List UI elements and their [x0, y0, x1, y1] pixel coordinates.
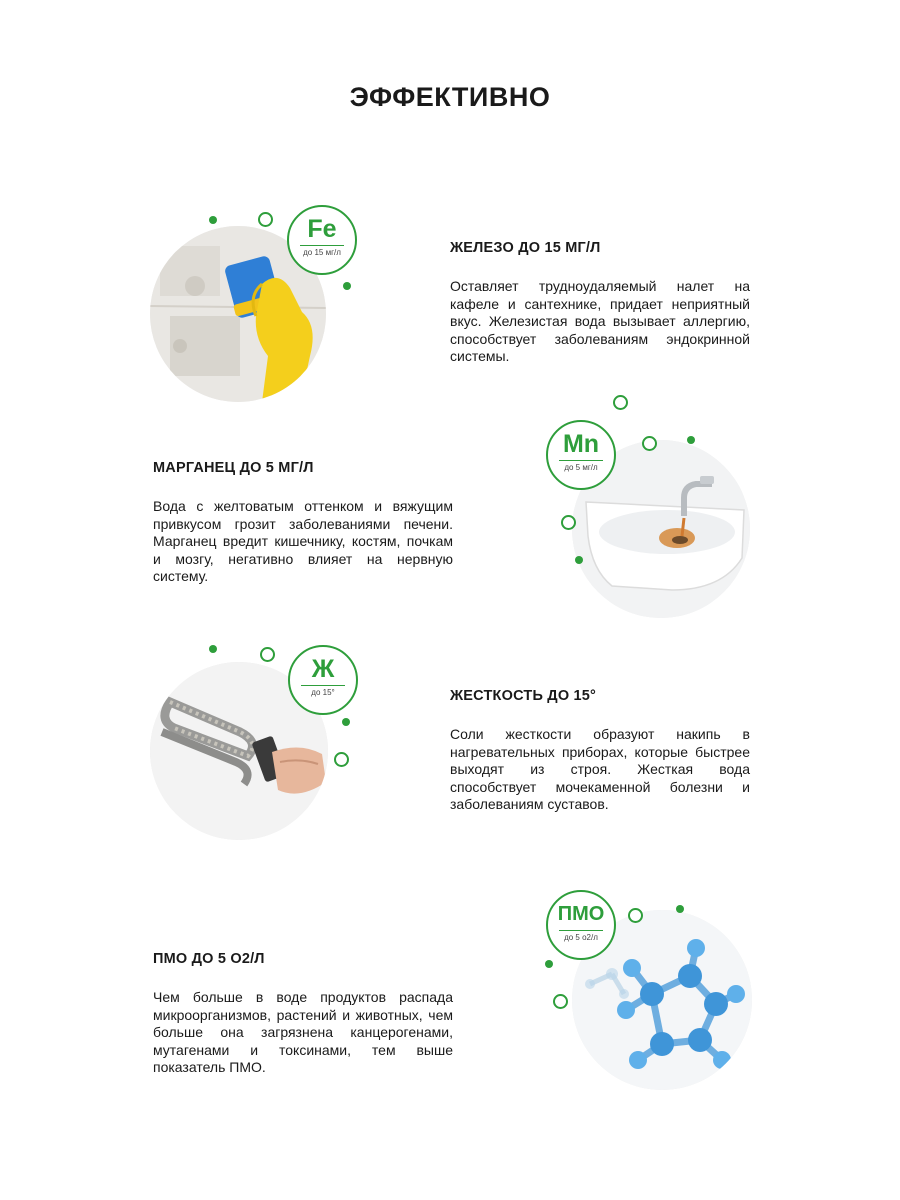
badge-limit: до 15° — [311, 688, 335, 697]
manganese-badge — [546, 420, 616, 490]
badge-limit: до 5 о2/л — [564, 933, 598, 942]
section-text: Вода с желтоватым оттенком и вяжущим привкусом грозит заболеваниями печени. Марганец вредит кишечнику, костям, почкам и мозгу, негативно влияет на нервную систему. — [153, 498, 453, 584]
decor-dot — [209, 645, 217, 653]
badge-limit: до 5 мг/л — [564, 463, 598, 472]
decor-ring — [561, 515, 576, 530]
badge-symbol: ПМО — [557, 903, 605, 925]
section-heading: ЖЕСТКОСТЬ ДО 15° — [450, 688, 597, 704]
decor-dot — [545, 960, 553, 968]
badge-symbol: Mn — [562, 430, 600, 458]
section-heading: ЖЕЛЕЗО ДО 15 МГ/Л — [450, 240, 601, 256]
decor-ring — [553, 994, 568, 1009]
section-text: Чем больше в воде продуктов распада микроорганизмов, растений и животных, чем больше она загрязнена канцерогенами, мутагенами и токсинами, тем выше показатель ПМО. — [153, 989, 453, 1075]
badge-divider — [559, 930, 603, 931]
decor-dot — [575, 556, 583, 564]
decor-ring — [334, 752, 349, 767]
badge-divider — [300, 245, 344, 246]
section-iron — [450, 240, 750, 366]
hardness-badge — [288, 645, 358, 715]
section-pmo — [153, 951, 453, 1077]
badge-limit: до 15 мг/л — [303, 248, 341, 257]
badge-divider — [301, 685, 345, 686]
decor-dot — [342, 718, 350, 726]
decor-dot — [687, 436, 695, 444]
decor-ring — [260, 647, 275, 662]
section-heading: МАРГАНЕЦ ДО 5 МГ/Л — [153, 460, 314, 476]
decor-ring — [613, 395, 628, 410]
decor-dot — [676, 905, 684, 913]
section-text: Оставляет трудноудаляемый налет на кафеле и сантехнике, придает неприятный вкус. Железистая вода вызывает аллергию, способствует заболеваниям эндокринной системы. — [450, 278, 750, 364]
badge-symbol: Ж — [311, 655, 335, 683]
decor-ring — [628, 908, 643, 923]
section-manganese — [153, 460, 453, 586]
section-hardness — [450, 688, 750, 814]
decor-ring — [258, 212, 273, 227]
decor-ring — [642, 436, 657, 451]
badge-divider — [559, 460, 603, 461]
section-heading: ПМО ДО 5 О2/Л — [153, 951, 265, 967]
decor-dot — [343, 282, 351, 290]
iron-badge — [287, 205, 357, 275]
section-text: Соли жесткости образуют накипь в нагревательных приборах, которые быстрее выходят из строя. Жесткая вода способствует мочекаменной болезни и заболеваниям суставов. — [450, 726, 750, 812]
badge-symbol: Fe — [307, 215, 337, 243]
pmo-badge — [546, 890, 616, 960]
decor-dot — [209, 216, 217, 224]
page-title: ЭФФЕКТИВНО — [349, 82, 551, 112]
